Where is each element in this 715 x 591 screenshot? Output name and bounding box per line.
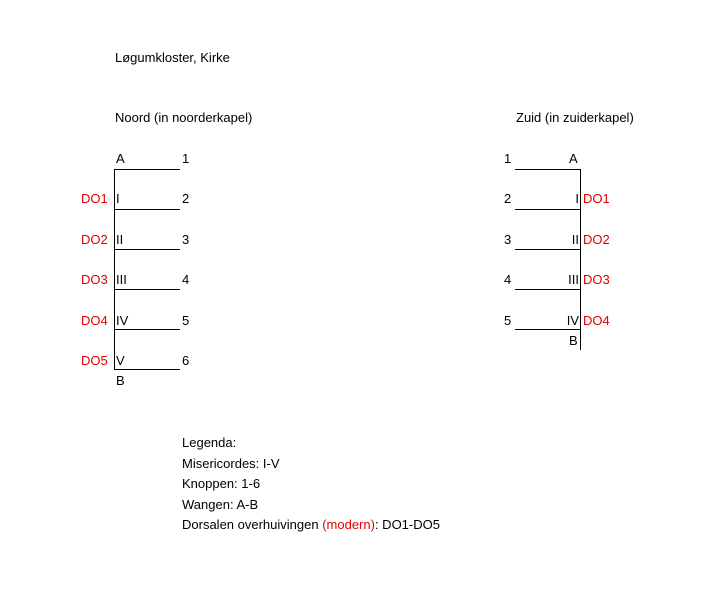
north-bench-edge [114, 169, 115, 370]
south-knop-label: 3 [504, 232, 512, 247]
south-misericorde-label: II [571, 232, 579, 247]
north-dorsal-label: DO3 [81, 272, 108, 287]
north-heading: Noord (in noorderkapel) [115, 110, 253, 125]
north-dorsal-label: DO2 [81, 232, 108, 247]
legend [182, 433, 440, 536]
south-top-label: A [569, 151, 578, 166]
north-misericorde-label: III [116, 272, 127, 287]
south-misericorde-label: IV [566, 313, 579, 328]
north-row-line [114, 209, 180, 210]
legend-wangen: Wangen: A-B [182, 496, 259, 512]
south-knop-label: 1 [504, 151, 512, 166]
legend-dorsalen-modern: (modern) [322, 517, 375, 532]
north-misericorde-label: II [116, 232, 124, 247]
north-misericorde-label: IV [116, 313, 129, 328]
north-dorsal-label: DO4 [81, 313, 108, 328]
north-top-label: A [116, 151, 125, 166]
legend-misericordes: Misericordes: I-V [182, 455, 280, 471]
north-dorsal-label: DO5 [81, 353, 108, 368]
north-knop-label: 4 [182, 272, 190, 287]
south-knop-label: 4 [504, 272, 512, 287]
north-row-line [114, 249, 180, 250]
south-knop-label: 5 [504, 313, 512, 328]
south-dorsal-label: DO1 [583, 191, 610, 206]
north-knop-label: 3 [182, 232, 190, 247]
south-row-line [515, 249, 581, 250]
south-heading: Zuid (in zuiderkapel) [516, 110, 634, 125]
north-bottom-label: B [116, 373, 125, 388]
north-dorsal-label: DO1 [81, 191, 108, 206]
south-dorsal-label: DO3 [583, 272, 610, 287]
legend-heading: Legenda: [182, 435, 237, 450]
south-row-line [515, 209, 581, 210]
south-misericorde-label: I [575, 191, 579, 206]
south-dorsal-label: DO2 [583, 232, 610, 247]
north-knop-label: 5 [182, 313, 190, 328]
south-bottom-label: B [569, 333, 578, 348]
legend-dorsalen-suffix: : DO1-DO5 [374, 517, 440, 532]
north-row-line [114, 289, 180, 290]
south-knop-label: 2 [504, 191, 512, 206]
north-misericorde-label: V [116, 353, 125, 368]
legend-dorsalen [182, 515, 440, 536]
south-bench-edge [580, 169, 581, 350]
north-knop-label: 6 [182, 353, 190, 368]
north-knop-label: 1 [182, 151, 190, 166]
south-dorsal-label: DO4 [583, 313, 610, 328]
south-misericorde-label: III [568, 272, 579, 287]
south-row-line [515, 169, 581, 170]
legend-knoppen: Knoppen: 1-6 [182, 476, 261, 491]
south-row-line [515, 329, 581, 330]
legend-dorsalen-prefix: Dorsalen overhuivingen [182, 517, 323, 532]
north-row-line [114, 329, 180, 330]
north-knop-label: 2 [182, 191, 190, 206]
north-row-line [114, 369, 180, 370]
page-title: Løgumkloster, Kirke [115, 50, 230, 65]
south-row-line [515, 289, 581, 290]
north-row-line [114, 169, 180, 170]
north-misericorde-label: I [116, 191, 120, 206]
